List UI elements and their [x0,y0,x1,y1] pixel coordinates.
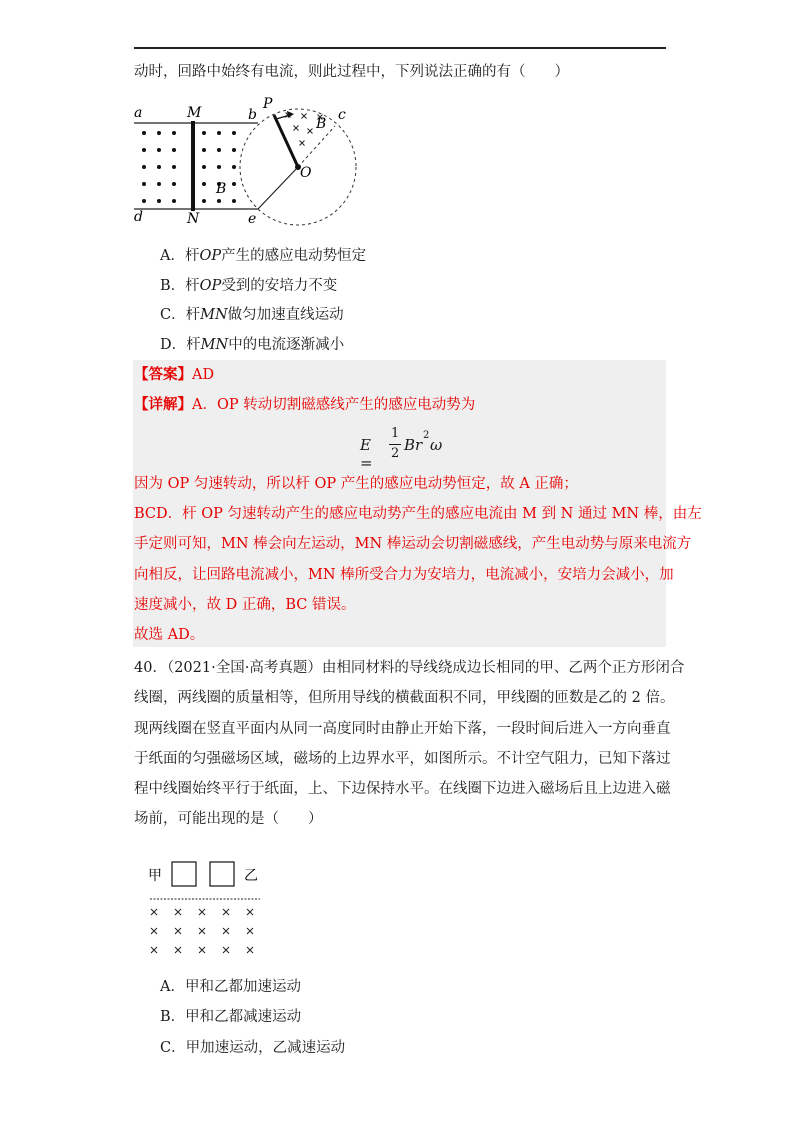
field-dot [232,165,236,169]
field-cross [223,909,229,915]
field-dot [202,199,206,203]
field-cross [199,928,205,934]
field-dot [172,165,176,169]
field-cross [151,909,157,915]
formula-lhs: E = [360,436,373,472]
field-dot [142,165,146,169]
q39-option-d[interactable] [160,335,344,355]
q40-line-3: 现两线圈在竖直平面内从同一高度同时由静止开始下落，一段时间后进入一方向垂直 [134,721,671,737]
field-cross [302,114,307,119]
label-d: d [134,209,143,225]
q40-option-a[interactable]: A．甲和乙都加速运动 [160,979,301,995]
field-dot [142,182,146,186]
field-dot [157,131,161,135]
answer-label: 【答案】 [134,366,192,383]
option-var: OP [199,248,222,264]
q40-line-2: 线圈，两线圈的质量相等，但所用导线的横截面积不同，甲线圈的匝数是乙的 2 倍。 [134,690,675,706]
label-N: N [187,211,200,227]
field-dot [157,182,161,186]
q39-intro: 动时，回路中始终有电流，则此过程中，下列说法正确的有（ ） [134,64,569,80]
label-jia: 甲 [148,868,162,884]
field-dot [157,148,161,152]
field-cross [294,126,299,131]
detail-line-2: 因为 OP 匀速转动，所以杆 OP 产生的感应电动势恒定，故 A 正确； [134,476,578,492]
label-yi: 乙 [244,868,258,884]
field-dot [142,148,146,152]
field-dot [217,165,221,169]
formula-numerator: 1 [391,426,400,441]
field-cross [199,947,205,953]
radius-e [258,167,298,209]
option-text: 产生的感应电动势恒定 [221,248,367,264]
option-key: C．杆 [160,307,201,323]
field-dot [232,199,236,203]
field-dot [217,148,221,152]
q40-line-5: 程中线圈始终平行于纸面，上、下边保持水平。在线圈下边进入磁场后且上边进入磁 [134,781,671,797]
field-cross [300,141,305,146]
label-B-sector: B [316,116,327,132]
detail-line-3: BCD．杆 OP 匀速转动产生的感应电动势产生的感应电流由 M 到 N 通过 MN 棒，由左 [134,506,702,522]
field-dot [202,131,206,135]
field-dot [157,165,161,169]
option-var: MN [200,337,229,353]
field-cross [175,947,181,953]
label-a: a [134,105,143,121]
option-key: D．杆 [160,337,201,353]
field-cross [151,947,157,953]
option-var: MN [200,307,228,323]
formula-rhs: Br [404,436,423,454]
field-dot [142,199,146,203]
detail-text-1: A．OP 转动切割磁感线产生的感应电动势为 [192,397,476,413]
header-rule [134,47,666,49]
field-cross [199,909,205,915]
formula-denominator: 2 [391,446,400,461]
option-text: 受到的安培力不变 [221,278,338,294]
q40-option-b[interactable]: B．甲和乙都减速运动 [160,1009,302,1025]
detail-line-7: 故选 AD。 [134,627,205,643]
q39-option-c[interactable] [160,305,344,325]
field-dot [172,148,176,152]
field-cross [175,909,181,915]
option-var: OP [199,278,222,294]
q40-line-6: 场前，可能出现的是（ ） [134,811,323,827]
field-dot [232,182,236,186]
field-cross [247,947,253,953]
field-dot [217,199,221,203]
field-cross [247,909,253,915]
radius-c [298,126,335,167]
field-dot [232,131,236,135]
field-cross [223,947,229,953]
field-crosses [151,909,253,953]
option-key: A．杆 [160,248,200,264]
label-O: O [300,165,312,181]
field-cross [247,928,253,934]
label-B-rails: B [216,181,227,197]
field-dot [202,182,206,186]
label-P: P [263,96,273,112]
option-text: 做匀加速直线运动 [227,307,344,323]
q40-figure [148,860,278,965]
field-cross [175,928,181,934]
answer-line [134,365,214,385]
q40-line-1: 40．（2021·全国·高考真题）由相同材料的导线绕成边长相同的甲、乙两个正方形闭合 [134,660,685,676]
detail-line-1 [134,395,475,415]
detail-line-6: 速度减小，故 D 正确，BC 错误。 [134,597,356,613]
answer-value: AD [192,367,215,383]
label-c: c [338,107,346,123]
detail-label: 【详解】 [134,396,192,413]
q40-option-c[interactable]: C．甲加速运动，乙减速运动 [160,1040,346,1056]
label-M: M [187,105,202,121]
q39-option-a[interactable] [160,246,366,266]
fraction-bar [389,444,401,445]
field-dot [172,199,176,203]
detail-line-4: 手定则可知，MN 棒会向左运动，MN 棒运动会切割磁感线，产生电动势与原来电流方 [134,536,692,552]
field-cross [223,928,229,934]
field-dot [202,148,206,152]
field-dot [217,131,221,135]
field-dot [172,182,176,186]
formula-exponent: 2 [423,430,430,441]
rod-OP [274,115,298,167]
field-dot [142,131,146,135]
coil-yi [210,862,234,886]
label-e: e [248,211,257,227]
coil-jia [172,862,196,886]
field-dot [202,165,206,169]
label-b: b [248,107,257,123]
formula-omega: ω [430,436,443,454]
q39-figure [130,95,370,230]
field-dot [172,131,176,135]
field-cross [151,928,157,934]
field-dot [232,148,236,152]
option-text: 中的电流逐渐减小 [228,337,345,353]
q39-option-b[interactable] [160,276,337,296]
field-dot [157,199,161,203]
option-key: B．杆 [160,278,200,294]
q40-line-4: 于纸面的匀强磁场区域，磁场的上边界水平，如图所示。不计空气阻力，已知下落过 [134,751,671,767]
detail-line-5: 向相反，让回路电流减小，MN 棒所受合力为安培力，电流减小，安培力会减小，加 [134,567,674,583]
field-cross [308,129,313,134]
